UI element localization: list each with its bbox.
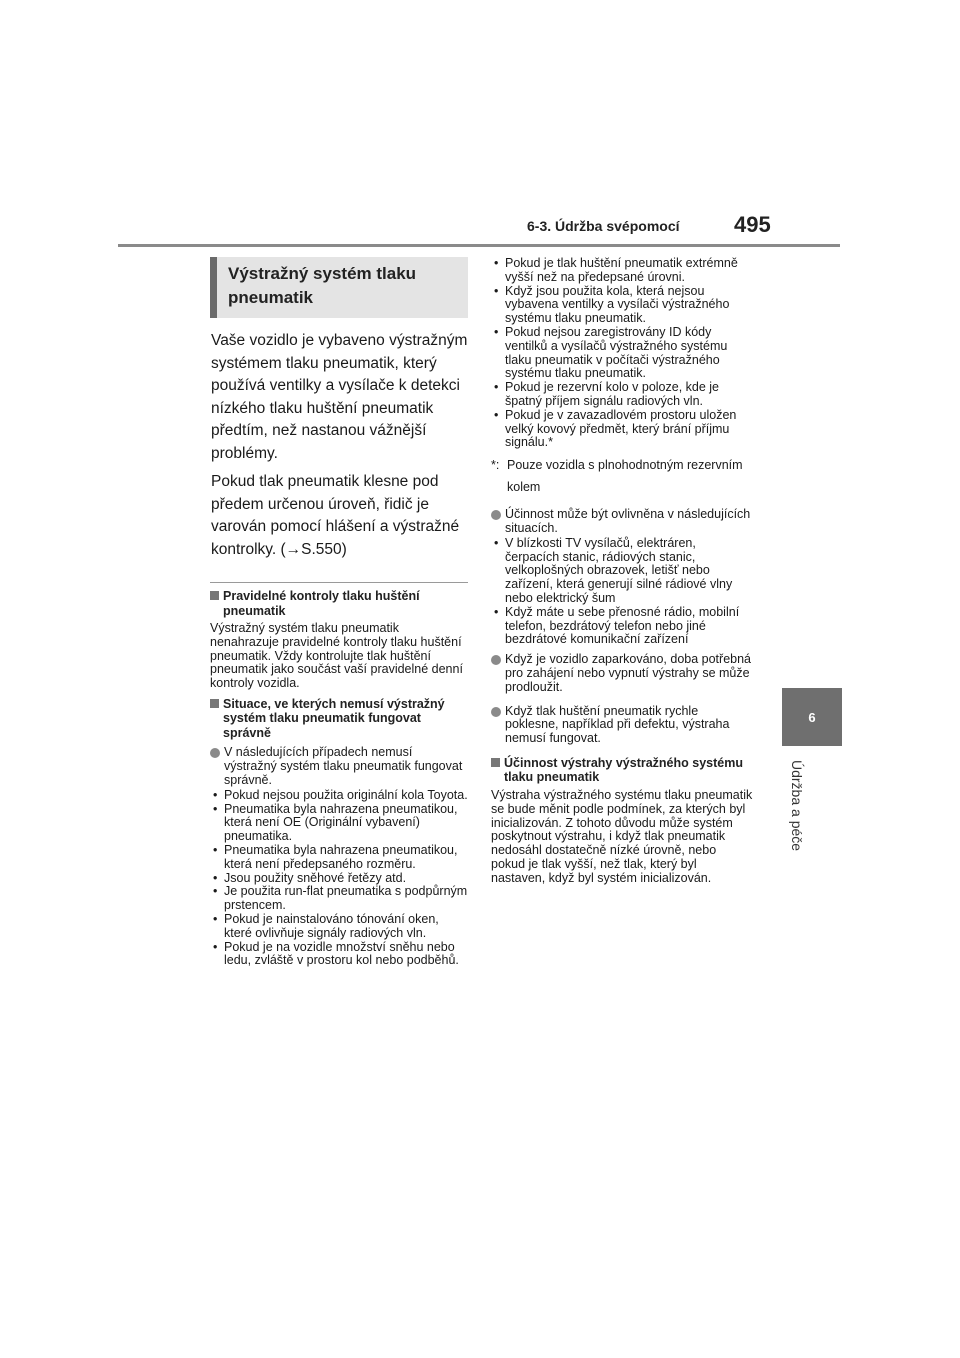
circle-bullet-icon	[491, 707, 501, 717]
intro-paragraph: Vaše vozidlo je vybaveno výstražným systémem tlaku pneumatik, který používá ventilky a vysílače k detekci nízkého tlaku huštění pneumatik předtím, než nastanou vážnější problémy.	[211, 332, 468, 462]
bullet-list	[210, 789, 468, 968]
paragraph: Výstraha výstražného systému tlaku pneumatik se bude měnit podle podmínek, za kterých byl inicializován. Z tohoto důvodu může systém poskytnout výstrahu, i když tlak pneumatik nedosáhl dostatečně nízké úrovně, nebo pokud je tlak vyšší, než tlak, který byl nastaven, když byl systém inicializován.	[491, 787, 753, 885]
section-header: 6-3. Údržba svépomocí	[527, 218, 680, 234]
chapter-number: 6	[808, 709, 816, 725]
intro-paragraph-warning: Pokud tlak pneumatik klesne pod předem určenou úroveň, řidič je varován pomocí hlášení a výstražné kontrolky. (→S.550)	[211, 473, 460, 558]
footnote-mark: *:	[491, 458, 500, 473]
dot-paragraph-text: V následujících případech nemusí výstražný systém tlaku pneumatik fungovat správně.	[224, 745, 463, 788]
dot-paragraph	[491, 653, 753, 694]
chapter-title: Údržba a péče	[789, 760, 805, 852]
section-title: Výstražný systém tlaku pneumatik	[228, 264, 417, 307]
dot-paragraph-text: Účinnost může být ovlivněna v následujících situacích.	[505, 507, 751, 535]
circle-bullet-icon	[491, 510, 501, 520]
circle-bullet-icon	[491, 655, 501, 665]
dot-paragraph	[491, 705, 753, 746]
square-bullet-icon	[491, 758, 500, 767]
footnote-text: Pouze vozidla s plnohodnotným rezervním kolem	[507, 458, 743, 495]
list-item: • Pneumatika byla nahrazena pneumatikou, která není OE (Originální vybavení) pneumatika.	[210, 803, 468, 844]
header-divider	[118, 244, 840, 247]
list-item: • Pokud nejsou použita originální kola Toyota.	[210, 789, 468, 803]
subheading	[210, 697, 468, 741]
section-divider	[210, 582, 468, 583]
subheading	[210, 589, 468, 618]
list-item: • Pokud je v zavazadlovém prostoru uložen velký kovový předmět, který brání příjmu signálu.*	[491, 409, 753, 450]
left-column	[210, 257, 468, 972]
bullet-list	[491, 257, 753, 450]
dot-paragraph-text: Když je vozidlo zaparkováno, doba potřebná pro zahájení nebo vypnutí výstrahy se může prodloužit.	[505, 652, 751, 694]
list-item: • Jsou použity sněhové řetězy atd.	[210, 872, 468, 886]
dot-paragraph	[210, 746, 468, 787]
list-item: • Když máte u sebe přenosné rádio, mobilní telefon, bezdrátový telefon nebo jiné bezdrátové komunikační zařízení	[491, 606, 753, 647]
square-bullet-icon	[210, 699, 219, 708]
list-item: • Pokud je rezervní kolo v poloze, kde je špatný příjem signálu radiových vln.	[491, 381, 753, 409]
list-item: • Když jsou použita kola, která nejsou vybavena ventilky a vysílači výstražného systému tlaku pneumatik.	[491, 285, 753, 326]
dot-paragraph	[491, 508, 753, 536]
list-item: • Pokud je na vozidle množství sněhu nebo ledu, zvláště v prostoru kol nebo podběhů.	[210, 941, 468, 969]
section-heading-box	[210, 257, 468, 318]
circle-bullet-icon	[210, 748, 220, 758]
square-bullet-icon	[210, 591, 219, 600]
footnote	[491, 454, 753, 498]
bullet-list	[491, 537, 753, 647]
subheading	[491, 756, 753, 785]
list-item: • Pneumatika byla nahrazena pneumatikou, která není předepsaného rozměru.	[210, 844, 468, 872]
paragraph: Výstražný systém tlaku pneumatik nenahrazuje pravidelné kontroly tlaku huštění pneumatik. Vždy kontrolujte tlak huštění pneumatik jako součást vaší pravidelné denní kontroly vozidla.	[210, 621, 463, 691]
page-number: 495	[734, 212, 771, 237]
dot-paragraph-text: Když tlak huštění pneumatik rychle poklesne, například při defektu, výstraha nemusí fungovat.	[505, 703, 730, 746]
list-item: • Pokud je tlak huštění pneumatik extrémně vyšší než na předepsané úrovni.	[491, 257, 753, 285]
list-item: • Je použita run-flat pneumatika s podpůrným prstencem.	[210, 885, 468, 913]
list-item: • Pokud nejsou zaregistrovány ID kódy ventilků a vysílačů výstražného systému tlaku pneumatik v počítači výstražného systému tlaku pneumatik.	[491, 326, 753, 381]
list-item: • Pokud je nainstalováno tónování oken, které ovlivňuje signály radiových vln.	[210, 913, 468, 941]
chapter-tab[interactable]	[782, 688, 842, 746]
subheading-text: Pravidelné kontroly tlaku huštění pneumatik	[223, 589, 420, 618]
subheading-text: Účinnost výstrahy výstražného systému tlaku pneumatik	[504, 755, 743, 785]
list-item: • V blízkosti TV vysílačů, elektráren, čerpacích stanic, rádiových stanic, velkoplošných obrazovek, letišť nebo zařízení, která generují silné rádiové vlny nebo elektrický šum	[491, 537, 753, 606]
right-column	[491, 257, 753, 891]
subheading-text: Situace, ve kterých nemusí výstražný systém tlaku pneumatik fungovat správně	[223, 696, 445, 740]
